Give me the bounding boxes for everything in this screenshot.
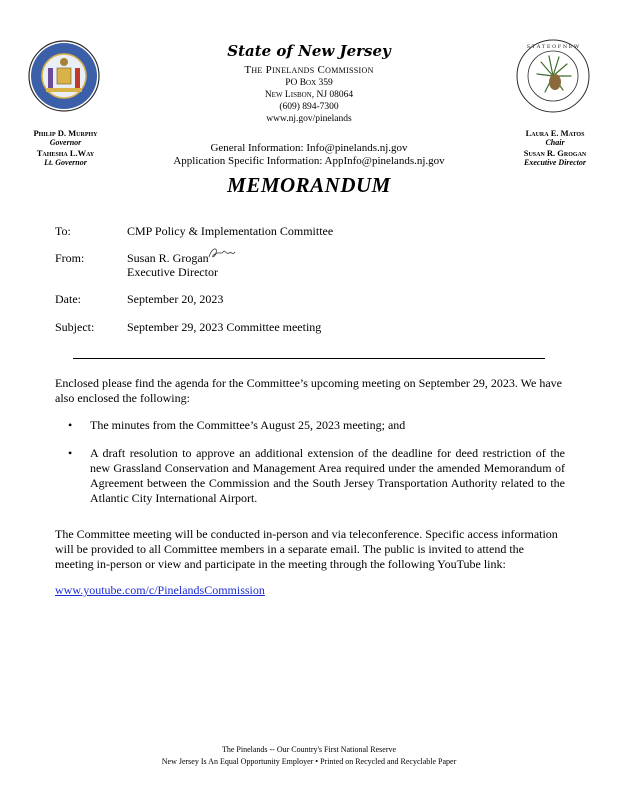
official-name: Philip D. Murphy — [33, 128, 98, 138]
official-title: Chair — [545, 138, 565, 147]
official-name: Tahesha L.Way — [36, 148, 95, 158]
signature-initials-icon — [206, 245, 238, 261]
general-info: General Information: Info@pinelands.nj.gov — [210, 142, 408, 154]
city-address: New Lisbon, NJ 08064 — [264, 90, 354, 100]
intro-paragraph: Enclosed please find the agenda for the Committee’s upcoming meeting on September 29, 2023. We have also enclosed the following: — [55, 376, 563, 405]
application-info: Application Specific Information: AppInfo@pinelands.nj.gov — [173, 155, 445, 167]
bullet-text: A draft resolution to approve an additional extension of the deadline for deed restriction of the new Grassland Conservation and Management Area required under the amended Memorandum of Agreement between the Commission and the South Jersey Transportation Authority related to the Atlantic City International Airport. — [90, 446, 565, 505]
header-divider — [73, 358, 545, 359]
closing-paragraph: The Committee meeting will be conducted in-person and via teleconference. Specific access information will be provided to all Committee members in a separate email. The public is invited to attend the meeting in-person or view and participate in the meeting through the following YouTube link: — [55, 527, 558, 571]
memo-heading: MEMORANDUM — [227, 173, 391, 197]
from-name: Susan R. Grogan — [127, 251, 209, 265]
youtube-link[interactable]: www.youtube.com/c/PinelandsCommission — [55, 583, 265, 597]
bullet-icon: • — [68, 446, 73, 460]
to-label: To: — [55, 224, 71, 238]
subject-value: September 29, 2023 Committee meeting — [127, 320, 322, 334]
list-item — [68, 418, 565, 433]
bullet-icon: • — [68, 418, 73, 432]
date-value: September 20, 2023 — [127, 292, 224, 306]
po-box: PO Box 359 — [285, 78, 333, 88]
official-title: Executive Director — [524, 158, 586, 167]
list-item — [68, 446, 565, 506]
from-title: Executive Director — [127, 265, 218, 279]
official-title: Lt. Governor — [44, 158, 87, 167]
svg-text:S T A T E O F N E W: S T A T E O F N E W — [526, 44, 580, 50]
date-label: Date: — [55, 292, 81, 306]
phone-number: (609) 894-7300 — [279, 102, 339, 112]
state-title: State of New Jersey — [227, 42, 391, 60]
subject-label: Subject: — [55, 320, 95, 334]
website: www.nj.gov/pinelands — [266, 114, 352, 124]
bullet-text: The minutes from the Committee’s August 25, 2023 meeting; and — [90, 418, 406, 432]
footer-line-2: New Jersey Is An Equal Opportunity Employer • Printed on Recycled and Recyclable Paper — [161, 757, 457, 766]
to-value: CMP Policy & Implementation Committee — [127, 224, 334, 238]
official-name: Susan R. Grogan — [523, 148, 587, 158]
from-label: From: — [55, 251, 85, 265]
official-title: Governor — [49, 138, 82, 147]
footer-line-1: The Pinelands -- Our Country's First National Reserve — [221, 745, 397, 754]
official-name: Laura E. Matos — [525, 128, 585, 138]
org-name: The Pinelands Commission — [244, 64, 374, 76]
